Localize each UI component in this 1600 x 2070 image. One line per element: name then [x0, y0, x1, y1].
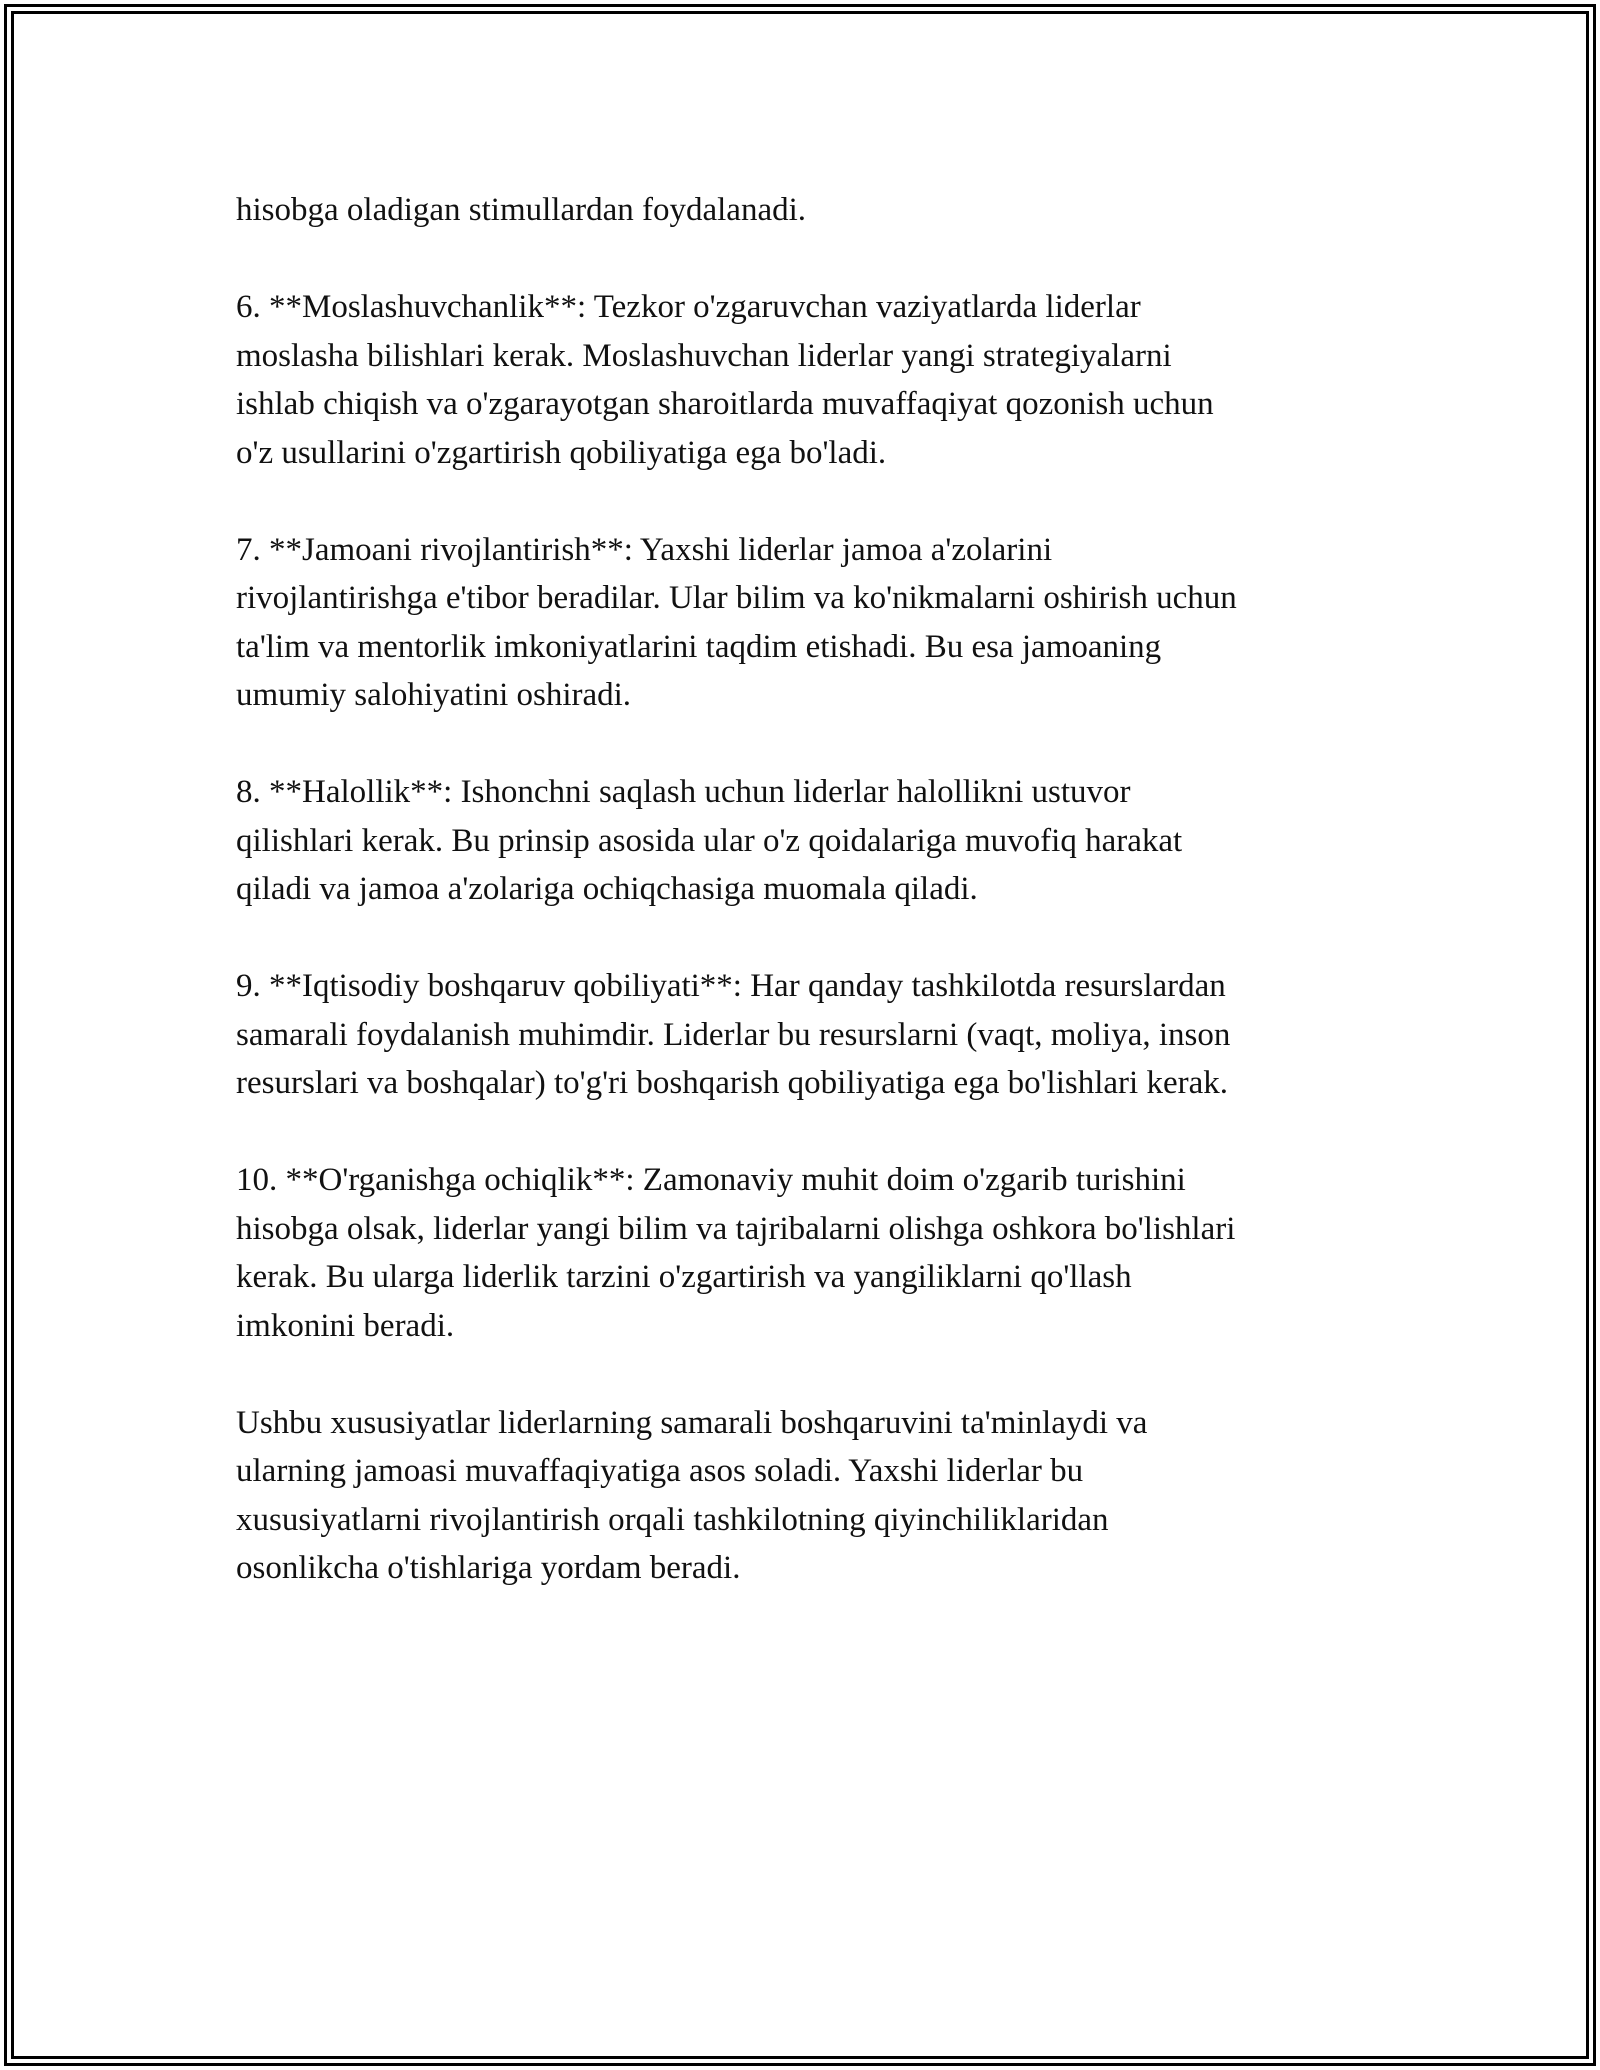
paragraph-item-8: 8. **Halollik**: Ishonchni saqlash uchun liderlar halollikni ustuvor qilishlari kerak. Bu prinsip asosida ular o'z qoidalariga muvofiq harakat qiladi va jamoa a'zolariga ochiqchasiga muomala qiladi.	[236, 774, 1183, 907]
paragraph-conclusion: Ushbu xususiyatlar liderlarning samarali boshqaruvini ta'minlaydi va ularning jamoasi muvaffaqiyatiga asos soladi. Yaxshi liderlar bu xususiyatlarni rivojlantirish orqali tashkilotning qiyinchiliklaridan osonlikcha o'tishlariga yordam beradi.	[236, 1404, 1148, 1586]
paragraph-item-7: 7. **Jamoani rivojlantirish**: Yaxshi liderlar jamoa a'zolarini rivojlantirishga e'tibor beradilar. Ular bilim va ko'nikmalarni oshirish uchun ta'lim va mentorlik imkoniyatlarini taqdim etishadi. Bu esa jamoaning umumiy salohiyatini oshiradi.	[236, 531, 1237, 713]
paragraph-item-9: 9. **Iqtisodiy boshqaruv qobiliyati**: Har qanday tashkilotda resurslardan samarali foydalanish muhimdir. Liderlar bu resurslarni (vaqt, moliya, inson resurslari va boshqalar) to'g'ri boshqarish qobiliyatiga ega bo'lishlari kerak.	[236, 968, 1231, 1101]
document-body	[236, 186, 1376, 1641]
paragraph-item-10: 10. **O'rganishga ochiqlik**: Zamonaviy muhit doim o'zgarib turishini hisobga olsak, liderlar yangi bilim va tajribalarni olishga oshkora bo'lishlari kerak. Bu ularga liderlik tarzini o'zgartirish va yangiliklarni qo'llash imkonini beradi.	[236, 1162, 1236, 1344]
paragraph-item-6: 6. **Moslashuvchanlik**: Tezkor o'zgaruvchan vaziyatlarda liderlar moslasha bilishlari kerak. Moslashuvchan liderlar yangi strategiyalarni ishlab chiqish va o'zgarayotgan sharoitlarda muvaffaqiyat qozonish uchun o'z usullarini o'zgartirish qobiliyatiga ega bo'ladi.	[236, 289, 1214, 471]
paragraph-continuation: hisobga oladigan stimullardan foydalanadi.	[236, 192, 807, 228]
